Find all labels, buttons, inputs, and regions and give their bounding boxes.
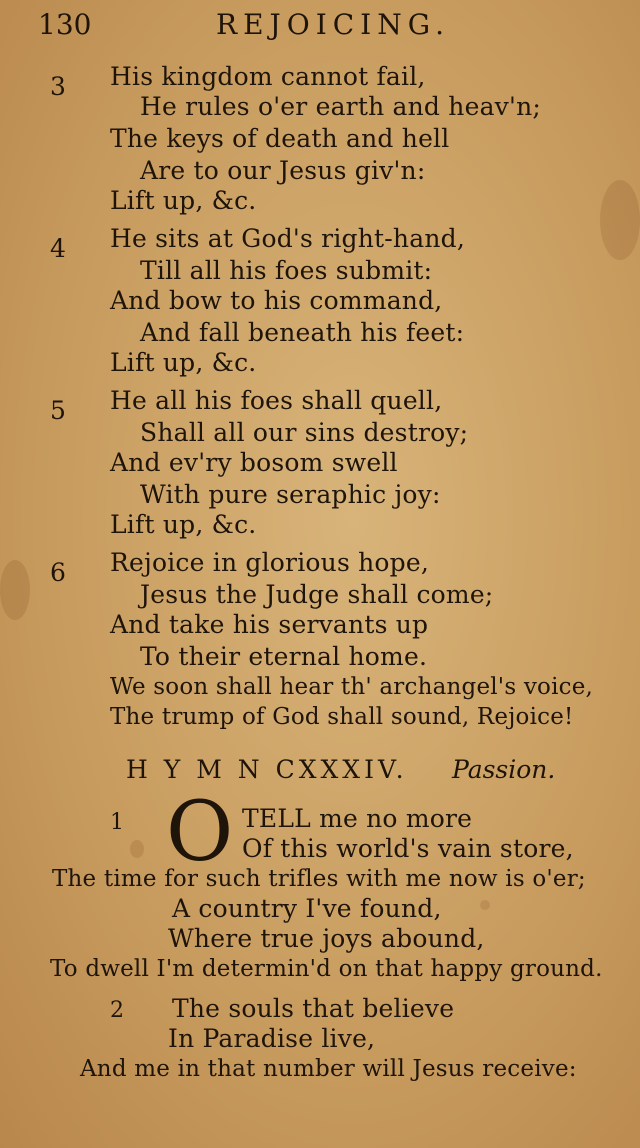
verse-line: TELL me no more [242,804,473,833]
verse-line: Lift up, &c. [110,348,257,377]
verse-line: With pure seraphic joy: [140,480,441,509]
verse-line: He rules o'er earth and heav'n; [140,92,541,121]
running-title: REJOICING. [216,8,451,41]
verse-line: In Paradise live, [168,1024,376,1053]
verse-number: 5 [50,396,66,425]
verse-line: He sits at God's right-hand, [110,224,465,253]
verse-number: 6 [50,558,66,587]
verse-line: To dwell I'm determin'd on that happy ground. [50,956,603,982]
verse-number: 3 [50,72,66,101]
verse-line: We soon shall hear th' archangel's voice, [110,674,594,700]
verse-line: And bow to his command, [110,286,443,315]
verse-line: And fall beneath his feet: [140,318,465,347]
verse-line: And ev'ry bosom swell [110,448,398,477]
verse-line: Where true joys abound, [168,924,485,953]
verse-line: To their eternal home. [140,642,428,671]
drop-cap: O [166,785,234,880]
verse-line: Shall all our sins destroy; [140,418,469,447]
verse-number: 4 [50,234,66,263]
verse-line: The trump of God shall sound, Rejoice! [110,704,574,730]
verse-line: He all his foes shall quell, [110,386,443,415]
verse-number: 2 [110,998,124,1023]
verse-line: The souls that believe [172,994,455,1023]
verse-line: And take his servants up [110,610,429,639]
paper-stain [0,560,30,620]
hymn-title: H Y M N CXXXIV. [126,755,408,784]
verse-line: Of this world's vain store, [242,834,574,863]
page-number: 130 [38,8,92,41]
verse-line: Rejoice in glorious hope, [110,548,430,577]
paper-stain [480,900,490,910]
verse-line: Are to our Jesus giv'n: [140,156,426,185]
verse-line: Lift up, &c. [110,510,257,539]
verse-line: Lift up, &c. [110,186,257,215]
paper-stain [600,180,640,260]
verse-line: And me in that number will Jesus receive: [80,1056,577,1082]
verse-line: Jesus the Judge shall come; [140,580,494,609]
hymn-subtitle: Passion. [452,755,556,784]
verse-line: The time for such trifles with me now is o'er; [52,866,586,892]
paper-stain [130,840,144,858]
verse-line: Till all his foes submit: [140,256,433,285]
verse-line: The keys of death and hell [110,124,450,153]
verse-number: 1 [110,810,124,835]
verse-line: A country I've found, [172,894,442,923]
verse-line: His kingdom cannot fail, [110,62,426,91]
